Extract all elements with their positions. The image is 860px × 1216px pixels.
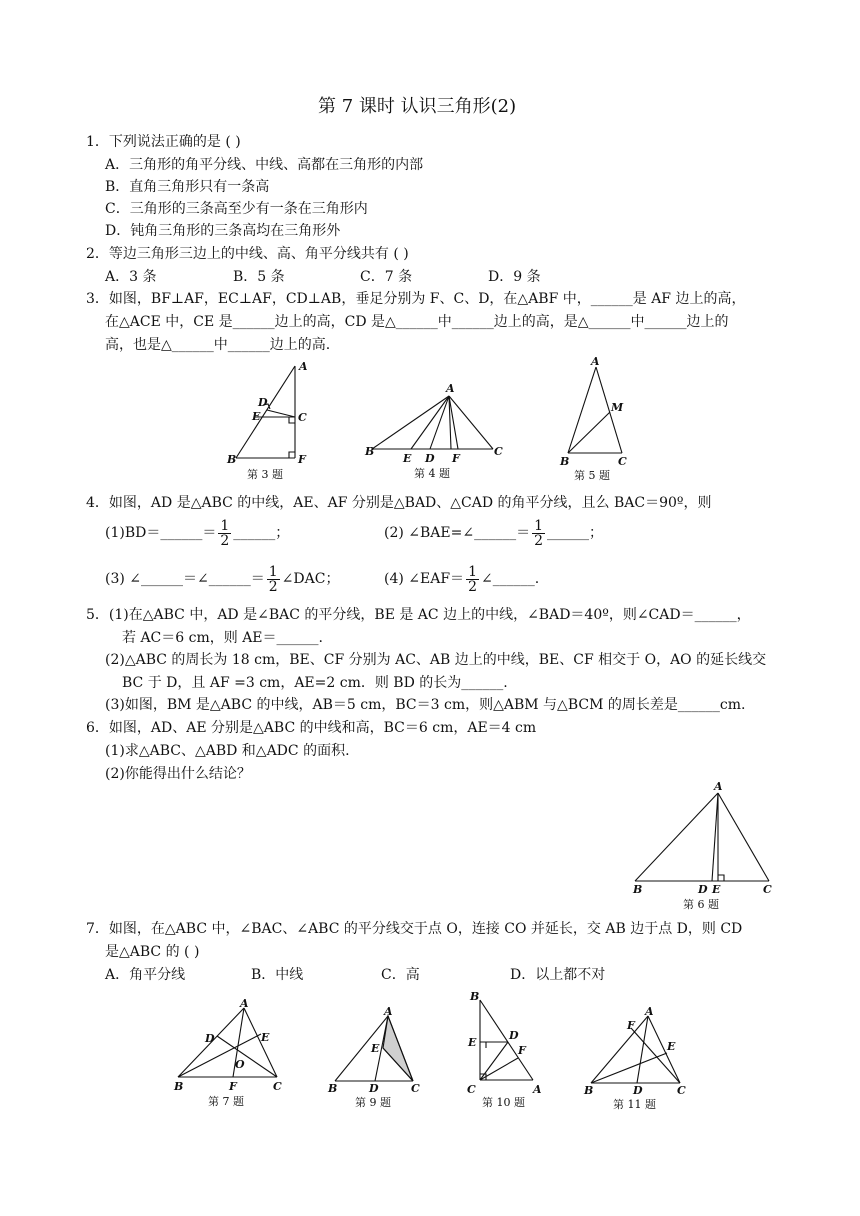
figure-3	[225, 358, 315, 488]
svg-text:C: C	[298, 411, 307, 424]
q3-line-3: 高，也是△______中______边上的高.	[105, 337, 331, 353]
svg-text:C: C	[494, 445, 503, 458]
svg-text:C: C	[411, 1082, 420, 1095]
q2-option-c: C．7 条	[360, 269, 413, 285]
fraction-half: $\frac{1}{2}$	[468, 563, 477, 595]
q2-stem: 2．等边三角形三边上的中线、高、角平分线共有 ( )	[86, 246, 409, 262]
q5-line-1: 5．(1)在△ABC 中，AD 是∠BAC 的平分线，BE 是 AC 边上的中线，∠BAD＝40º，则∠CAD＝______，	[86, 607, 751, 623]
svg-text:E: E	[468, 1036, 477, 1049]
svg-text:A: A	[533, 1083, 542, 1096]
svg-text:F: F	[229, 1080, 237, 1093]
q7-line-1: 7．如图，在△ABC 中，∠BAC、∠ABC 的平分线交于点 O，连接 CO 并延长，交 AB 边于点 D，则 CD	[86, 921, 743, 937]
caption-fig3: 第 3 题	[247, 468, 283, 481]
fraction-half: $\frac{1}{2}$	[220, 517, 230, 549]
q7-option-a: A．角平分线	[105, 967, 186, 983]
q6-line-3: (2)你能得出什么结论？	[105, 766, 251, 782]
svg-text:B: B	[633, 883, 643, 896]
svg-text:O: O	[235, 1058, 245, 1071]
svg-text:B: B	[328, 1082, 338, 1095]
svg-text:B: B	[470, 990, 480, 1003]
q4-part-3-lead: (3) ∠______＝∠______＝	[105, 571, 265, 587]
q4-part-4-lead: (4) ∠EAF＝	[384, 571, 465, 587]
figure-6	[625, 780, 785, 915]
q6-line-2: (1)求△ABC、△ABD 和△ADC 的面积.	[105, 743, 350, 759]
svg-text:E: E	[403, 452, 412, 465]
svg-text:E: E	[261, 1031, 270, 1044]
svg-text:A: A	[645, 1005, 654, 1018]
q1-option-b: B．直角三角形只有一条高	[105, 179, 270, 195]
q2-option-b: B．5 条	[233, 269, 285, 285]
q7-option-c: C．高	[381, 967, 420, 983]
q4-part-1	[105, 516, 289, 550]
fraction-half: $\frac{1}{2}$	[268, 563, 278, 595]
svg-text:B: B	[227, 453, 237, 466]
caption-fig6: 第 6 题	[683, 898, 719, 911]
svg-text:D: D	[509, 1029, 519, 1042]
q4-part-3-tail: ∠DAC；	[281, 571, 340, 587]
svg-text:C: C	[677, 1084, 686, 1097]
figure-7	[168, 998, 293, 1113]
svg-text:C: C	[763, 883, 772, 896]
svg-text:F: F	[627, 1019, 635, 1032]
q4-part-1-tail: ______；	[233, 525, 290, 541]
svg-text:A: A	[591, 355, 600, 368]
q5-line-4: BC 于 D，且 AF =3 cm，AE=2 cm．则 BD 的长为______.	[122, 675, 508, 691]
q4-part-1-lead: (1)BD＝______＝	[105, 525, 217, 541]
q4-part-2-tail: ______；	[547, 525, 604, 541]
svg-text:F: F	[452, 452, 460, 465]
svg-text:E: E	[371, 1042, 380, 1055]
q4-part-3	[105, 562, 339, 596]
svg-text:A: A	[446, 382, 455, 395]
caption-fig11: 第 11 题	[613, 1098, 656, 1111]
q3-line-2: 在△ACE 中，CE 是______边上的高，CD 是△______中______边上的高，是△______中______边上的	[105, 314, 729, 330]
caption-fig4: 第 4 题	[414, 467, 450, 480]
figure-10	[465, 990, 560, 1115]
svg-text:D: D	[425, 452, 435, 465]
q2-option-d: D．9 条	[488, 269, 541, 285]
svg-text:A: A	[240, 997, 249, 1010]
fraction-half: $\frac{1}{2}$	[534, 517, 544, 549]
q4-part-2-lead: (2) ∠BAE=∠______＝	[384, 525, 531, 541]
svg-text:A: A	[714, 780, 723, 793]
caption-fig7: 第 7 题	[208, 1095, 244, 1108]
q2-option-a: A．3 条	[105, 269, 157, 285]
svg-text:D: D	[205, 1032, 215, 1045]
svg-text:F: F	[518, 1044, 526, 1057]
q1-stem: 1．下列说法正确的是 ( )	[86, 134, 241, 150]
q6-line-1: 6．如图，AD、AE 分别是△ABC 的中线和高，BC＝6 cm，AE＝4 cm	[86, 720, 537, 736]
svg-text:A: A	[384, 1005, 393, 1018]
q5-line-3: (2)△ABC 的周长为 18 cm，BE、CF 分别为 AC、AB 边上的中线，BE、CF 相交于 O，AO 的延长线交	[105, 652, 767, 668]
q7-line-2: 是△ABC 的 ( )	[105, 944, 200, 960]
svg-text:C: C	[618, 455, 627, 468]
svg-text:C: C	[467, 1083, 476, 1096]
svg-text:C: C	[273, 1080, 282, 1093]
svg-text:B: B	[365, 445, 375, 458]
figure-9	[325, 1006, 425, 1111]
svg-text:D: D	[369, 1082, 379, 1095]
q5-line-2: 若 AC＝6 cm，则 AE＝______.	[122, 630, 323, 646]
svg-text:B: B	[560, 455, 570, 468]
svg-text:E: E	[667, 1040, 676, 1053]
caption-fig10: 第 10 题	[482, 1096, 525, 1109]
svg-text:B: B	[584, 1084, 594, 1097]
q1-option-c: C．三角形的三条高至少有一条在三角形内	[105, 201, 368, 217]
svg-text:E: E	[712, 883, 721, 896]
q5-line-5: (3)如图，BM 是△ABC 的中线，AB＝5 cm，BC＝3 cm，则△ABM 与△BCM 的周长差是______cm.	[105, 697, 746, 713]
q4-stem: 4．如图，AD 是△ABC 的中线，AE、AF 分别是△BAD、△CAD 的角平分线，且么 BAC＝90º，则	[86, 495, 712, 511]
q4-part-4	[384, 562, 539, 596]
figure-11	[583, 1005, 698, 1113]
q4-part-4-tail: ∠______.	[480, 571, 540, 587]
svg-text:F: F	[298, 453, 306, 466]
svg-text:M: M	[611, 401, 624, 414]
svg-text:D: D	[698, 883, 708, 896]
q7-option-d: D．以上都不对	[510, 967, 606, 983]
svg-text:B: B	[174, 1080, 184, 1093]
figure-4	[362, 382, 507, 482]
svg-text:D: D	[258, 396, 268, 409]
q4-part-2	[384, 516, 603, 550]
page-title: 第 7 课时 认识三角形(2)	[318, 96, 517, 117]
q3-line-1: 3．如图，BF⊥AF，EC⊥AF，CD⊥AB，垂足分别为 F、C、D，在△ABF 中，______是 AF 边上的高，	[86, 291, 746, 307]
q7-option-b: B．中线	[251, 967, 304, 983]
q1-option-d: D．钝角三角形的三条高均在三角形外	[105, 223, 341, 239]
caption-fig5: 第 5 题	[574, 469, 610, 482]
caption-fig9: 第 9 题	[355, 1096, 391, 1109]
svg-text:D: D	[633, 1084, 643, 1097]
svg-text:E: E	[252, 410, 261, 423]
q1-option-a: A．三角形的角平分线、中线、高都在三角形的内部	[105, 157, 424, 173]
svg-text:A: A	[299, 360, 308, 373]
figure-5	[558, 355, 638, 485]
